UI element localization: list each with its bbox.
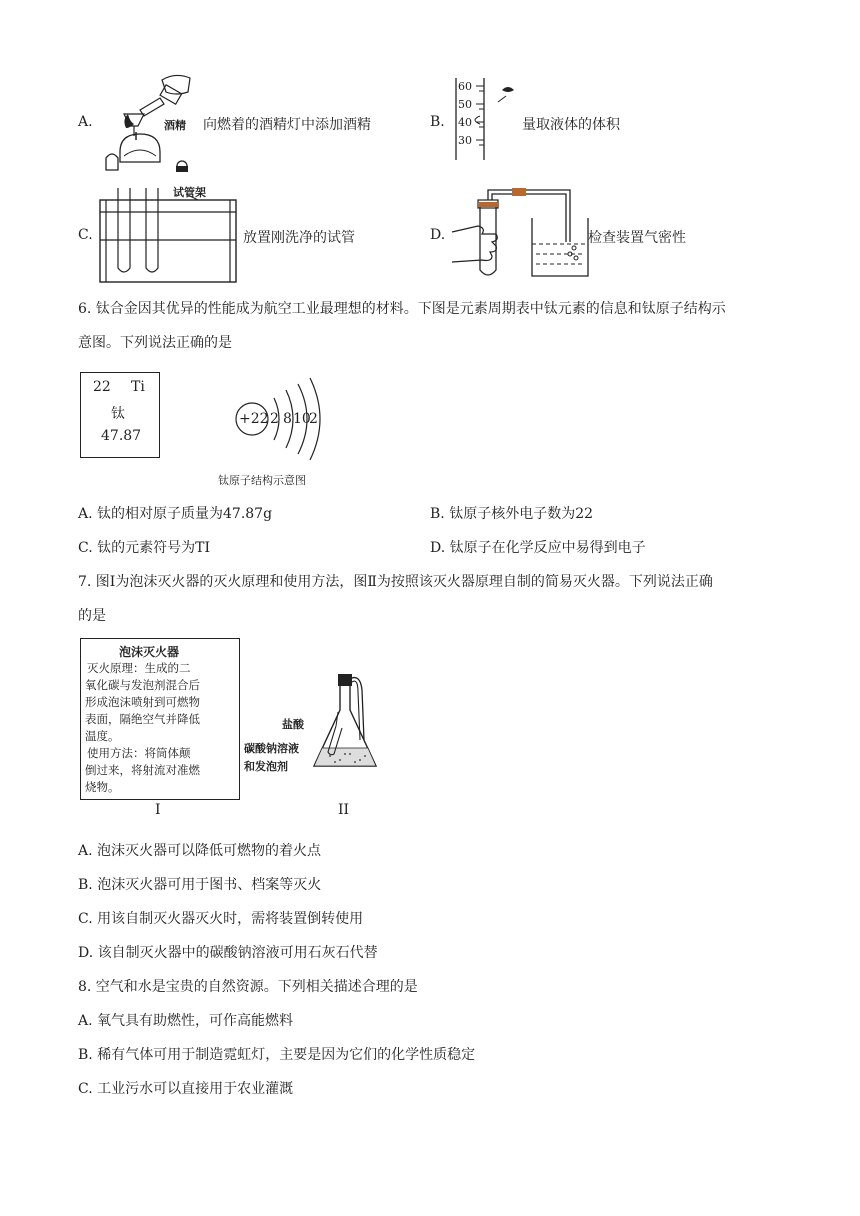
atomic-mass: 47.87 bbox=[101, 428, 142, 444]
box-line-9: 烧物。 bbox=[85, 780, 120, 794]
cylinder-tick-30: 30 bbox=[458, 134, 472, 147]
shell-2-electrons: 8 bbox=[283, 411, 292, 427]
homemade-extinguisher-figure bbox=[300, 670, 410, 790]
atom-diagram-caption: 钛原子结构示意图 bbox=[218, 474, 306, 487]
box-line-5: 表面，隔绝空气并降低 bbox=[85, 712, 200, 726]
shell-3-electrons: 10 bbox=[293, 411, 311, 427]
solution-label-2: 和发泡剂 bbox=[244, 760, 288, 773]
q6-stem-line1: 6. 钛合金因其优异的性能成为航空工业最理想的材料。下图是元素周期表中钛元素的信息和钛原子结构示 bbox=[78, 301, 726, 317]
q5-option-a-text: 向燃着的酒精灯中添加酒精 bbox=[203, 117, 371, 133]
q7-option-b: B. 泡沫灭火器可用于图书、档案等灭火 bbox=[78, 877, 322, 893]
box-line-6: 温度。 bbox=[85, 729, 120, 743]
q5-option-c-label: C. bbox=[78, 227, 93, 243]
q8-option-b: B. 稀有气体可用于制造霓虹灯，主要是因为它们的化学性质稳定 bbox=[78, 1047, 476, 1063]
alcohol-tag: 酒精 bbox=[164, 119, 186, 132]
airtightness-check-figure bbox=[452, 182, 592, 282]
box-line-8: 倒过来，将射流对准燃 bbox=[85, 763, 200, 777]
figure-1-label: I bbox=[155, 802, 161, 818]
test-tube-rack-figure bbox=[98, 180, 243, 285]
element-symbol: Ti bbox=[131, 379, 145, 395]
box-line-7: 使用方法：将筒体颠 bbox=[87, 746, 191, 760]
q5-option-c-text: 放置刚洗净的试管 bbox=[243, 230, 355, 246]
q5-option-a-label: A. bbox=[78, 114, 93, 130]
q5-option-d-label: D. bbox=[430, 227, 446, 243]
q6-option-d: D. 钛原子在化学反应中易得到电子 bbox=[430, 540, 646, 556]
q6-option-c: C. 钛的元素符号为TI bbox=[78, 540, 210, 556]
cylinder-tick-40: 40 bbox=[458, 116, 472, 129]
box-line-3: 氧化碳与发泡剂混合后 bbox=[85, 678, 200, 692]
q8-option-a: A. 氧气具有助燃性，可作高能燃料 bbox=[78, 1013, 294, 1029]
nucleus-charge: +22 bbox=[239, 411, 269, 427]
q5-option-d-text: 检查装置气密性 bbox=[588, 230, 686, 246]
shell-4-electrons: 2 bbox=[309, 411, 318, 427]
q7-option-a: A. 泡沫灭火器可以降低可燃物的着火点 bbox=[78, 843, 322, 859]
atomic-number: 22 bbox=[93, 379, 111, 395]
shell-1-electrons: 2 bbox=[270, 411, 279, 427]
q6-stem-line2: 意图。下列说法正确的是 bbox=[78, 335, 232, 351]
element-info-card bbox=[80, 372, 160, 458]
q5-option-b-label: B. bbox=[430, 114, 445, 130]
q5-option-b-text: 量取液体的体积 bbox=[522, 117, 620, 133]
q8-stem: 8. 空气和水是宝贵的自然资源。下列相关描述合理的是 bbox=[78, 979, 418, 995]
figure-2-label: II bbox=[338, 802, 350, 818]
q8-option-c: C. 工业污水可以直接用于农业灌溉 bbox=[78, 1081, 294, 1097]
box-line-2: 灭火原理：生成的二 bbox=[87, 661, 191, 675]
element-name: 钛 bbox=[111, 406, 125, 422]
q7-stem-line2: 的是 bbox=[78, 608, 106, 624]
rack-tag: 试管架 bbox=[173, 186, 206, 199]
q7-option-d: D. 该自制灭火器中的碳酸钠溶液可用石灰石代替 bbox=[78, 945, 378, 961]
box-title: 泡沫灭火器 bbox=[119, 645, 180, 659]
q6-option-a: A. 钛的相对原子质量为47.87g bbox=[78, 506, 273, 522]
acid-label: 盐酸 bbox=[282, 718, 304, 731]
fire-extinguisher-info-box bbox=[80, 638, 240, 800]
solution-label-1: 碳酸钠溶液 bbox=[244, 742, 299, 755]
cylinder-tick-60: 60 bbox=[458, 80, 472, 93]
box-line-4: 形成泡沫喷射到可燃物 bbox=[85, 695, 200, 709]
q6-option-b: B. 钛原子核外电子数为22 bbox=[430, 506, 594, 522]
cylinder-tick-50: 50 bbox=[458, 98, 472, 111]
q7-option-c: C. 用该自制灭火器灭火时，需将装置倒转使用 bbox=[78, 911, 364, 927]
q7-stem-line1: 7. 图Ⅰ为泡沫灭火器的灭火原理和使用方法，图Ⅱ为按照该灭火器原理自制的简易灭火器。下列说法正确 bbox=[78, 574, 713, 590]
